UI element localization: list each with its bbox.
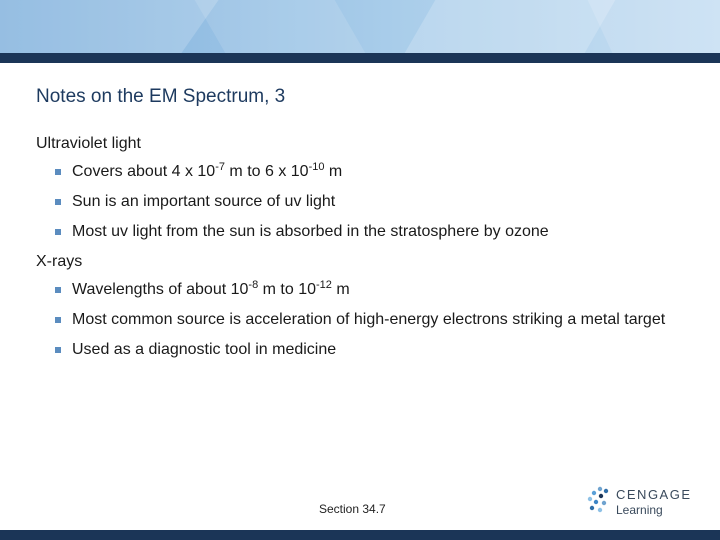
bullet-marker-icon	[55, 169, 61, 175]
cengage-dots-icon	[586, 486, 612, 516]
logo-text-learning: Learning	[616, 503, 663, 517]
bullet-text: Covers about 4 x $10^{-7}$ m to 6 x $10^{-10}$ m	[72, 161, 343, 180]
banner-facet	[588, 0, 720, 53]
bullet-list-xrays	[36, 280, 676, 360]
logo-text-cengage: CENGAGE	[616, 487, 692, 502]
bullet-item	[36, 310, 676, 330]
exponent: -8	[248, 279, 259, 291]
slide-title: Notes on the EM Spectrum, 3	[36, 86, 286, 107]
bullet-item	[36, 192, 676, 212]
bullet-marker-icon	[55, 229, 61, 235]
section-heading-ultraviolet: Ultraviolet light	[36, 135, 141, 152]
bullet-item	[36, 222, 676, 242]
bullet-text: Used as a diagnostic tool in medicine	[72, 341, 337, 358]
exponent: -7	[215, 161, 225, 173]
bullet-text: Most common source is acceleration of high-energy electrons striking a metal target	[72, 311, 666, 328]
bullet-marker-icon	[55, 287, 61, 293]
exponent: -12	[316, 279, 332, 291]
section-footer: Section 34.7	[319, 502, 386, 516]
header-banner	[0, 0, 720, 53]
bullet-text: Most uv light from the sun is absorbed in the stratosphere by ozone	[72, 223, 549, 240]
banner-facet	[195, 0, 366, 53]
slide-content	[36, 134, 676, 370]
bullet-text: Wavelengths of about $10^{-8}$ m to $10^{-12}$ m	[72, 279, 350, 298]
banner-facet	[0, 0, 219, 53]
bullet-item	[36, 162, 676, 182]
bullet-marker-icon	[55, 347, 61, 353]
bullet-item	[36, 280, 676, 300]
section-heading-xrays: X-rays	[36, 253, 83, 270]
bullet-list-ultraviolet	[36, 162, 676, 242]
header-divider-bar	[0, 53, 720, 63]
cengage-logo	[586, 486, 696, 518]
bullet-marker-icon	[55, 199, 61, 205]
footer-bar	[0, 530, 720, 540]
bullet-item	[36, 340, 676, 360]
banner-facet	[405, 0, 616, 53]
bullet-text: Sun is an important source of uv light	[72, 193, 336, 210]
exponent: -10	[308, 161, 325, 173]
bullet-marker-icon	[55, 317, 61, 323]
